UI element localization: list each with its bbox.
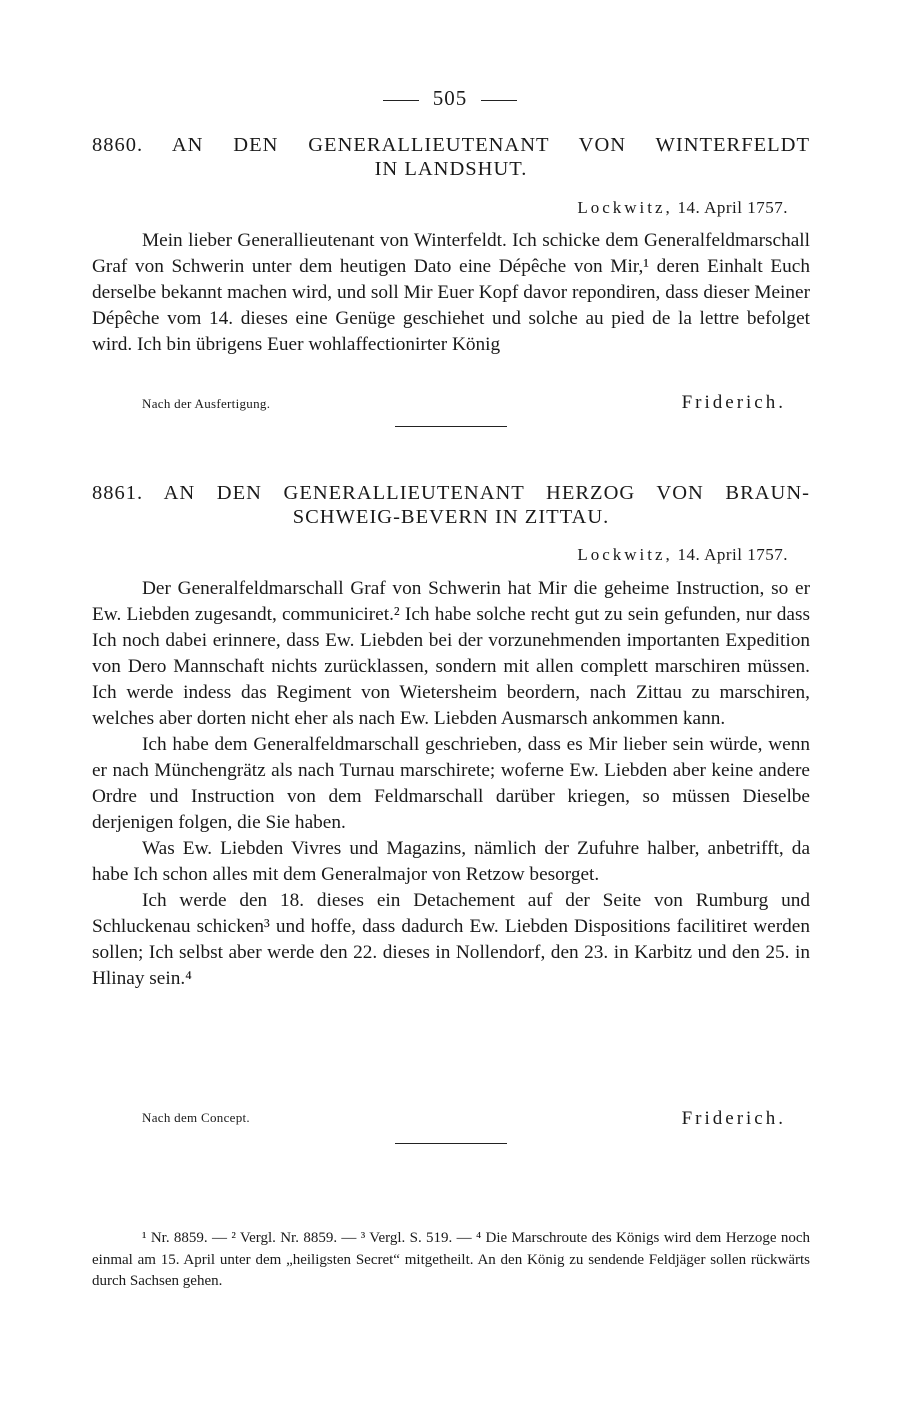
letter-body xyxy=(92,576,810,992)
signature: Friderich. xyxy=(681,392,786,413)
letter-heading xyxy=(92,481,810,529)
page-number-dash-right xyxy=(481,100,517,101)
letter-heading-line1 xyxy=(92,481,810,505)
footnotes: ¹ Nr. 8859. — ² Vergl. Nr. 8859. — ³ Vergl. S. 519. — ⁴ Die Marschroute des Königs wird dem Herzoge noch einmal am 15. April unter dem „heiligsten Secret“ mitgetheilt. An den König zu sendende Feldjäger sollen rückwärts durch Sachsen gehen. xyxy=(92,1230,810,1289)
section-divider xyxy=(395,1143,507,1144)
letter-place: Lockwitz, xyxy=(577,198,673,217)
letter-number: 8860. xyxy=(92,134,144,156)
letter-paragraph: Was Ew. Liebden Vivres und Magazins, nämlich der Zufuhre halber, anbetrifft, da habe Ich schon alles mit dem Generalmajor von Retzow besorget. xyxy=(92,838,810,885)
letter-date: 14. April 1757. xyxy=(677,545,788,564)
letter-paragraph: Der Generalfeldmarschall Graf von Schwerin hat Mir die geheime Instruction, so er Ew. Liebden zugesandt, communiciret.² Ich habe solche recht gut zu sein gefunden, nur dass Ich noch dabei erinnere, dass Ew. Liebden bei der vorzunehmenden importanten Expedition von Dero Mannschaft nichts zurücklassen, sondern mit allen complett marschiren müssen. Ich werde indess das Regiment von Wietersheim beordern, nach Zittau zu marschiren, welches aber dorten nicht eher als nach Ew. Liebden Ausmarsch ankommen kann. xyxy=(92,578,810,729)
letter-heading-line2: IN LANDSHUT. xyxy=(374,158,528,180)
letter-paragraph: Mein lieber Generallieutenant von Winterfeldt. Ich schicke dem Generalfeldmarschall Graf von Schwerin unter dem heutigen Dato eine Dépêche von Mir,¹ deren Einhalt Euch derselbe bekannt machen wird, und soll Mir Euer Kopf davor repondiren, dass dieser Meiner Dépêche vom 14. dieses eine Genüge geschiehet und solche au pied de la lettre befolget wird. Ich bin übrigens Euer wohlaffectionirter König xyxy=(92,230,810,355)
letter-heading-text: AN DEN GENERALLIEUTENANT VON WINTERFELDT xyxy=(171,134,811,156)
source-note: Nach der Ausfertigung. xyxy=(142,396,271,411)
letter-heading-line2: SCHWEIG-BEVERN IN ZITTAU. xyxy=(292,506,610,528)
letter-date: 14. April 1757. xyxy=(677,198,788,217)
letter-dateline xyxy=(577,545,788,565)
letter-place: Lockwitz, xyxy=(577,545,673,564)
letter-paragraph: Ich werde den 18. dieses ein Detachement auf der Seite von Rumburg und Schluckenau schicken³ und hoffe, dass dadurch Ew. Liebden Dispositions facilitiret werden sollen; Ich selbst aber werde den 22. dieses in Nollendorf, den 23. in Karbitz und den 25. in Hlinay sein.⁴ xyxy=(92,890,810,989)
letter-heading-text: AN DEN GENERALLIEUTENANT HERZOG VON BRAUN- xyxy=(163,482,810,504)
letter-body xyxy=(92,228,810,358)
letter-paragraph: Ich habe dem Generalfeldmarschall geschrieben, dass es Mir lieber sein würde, wenn er nach Münchengrätz als nach Turnau marschirete; woferne Ew. Liebden aber keine andere Ordre und Instruction von dem Feldmarschall darüber kriegen, so müssen Dieselbe derjenigen folgen, die Sie haben. xyxy=(92,734,810,833)
letter-heading xyxy=(92,133,810,181)
page-number-dash-left xyxy=(383,100,419,101)
letter-heading-line1 xyxy=(92,133,810,157)
letter-dateline xyxy=(577,198,788,218)
section-divider xyxy=(395,426,507,427)
source-note: Nach dem Concept. xyxy=(142,1110,250,1125)
page-number-value: 505 xyxy=(432,86,468,110)
page-number xyxy=(0,86,900,111)
letter-number: 8861. xyxy=(92,482,144,504)
signature: Friderich. xyxy=(681,1108,786,1129)
